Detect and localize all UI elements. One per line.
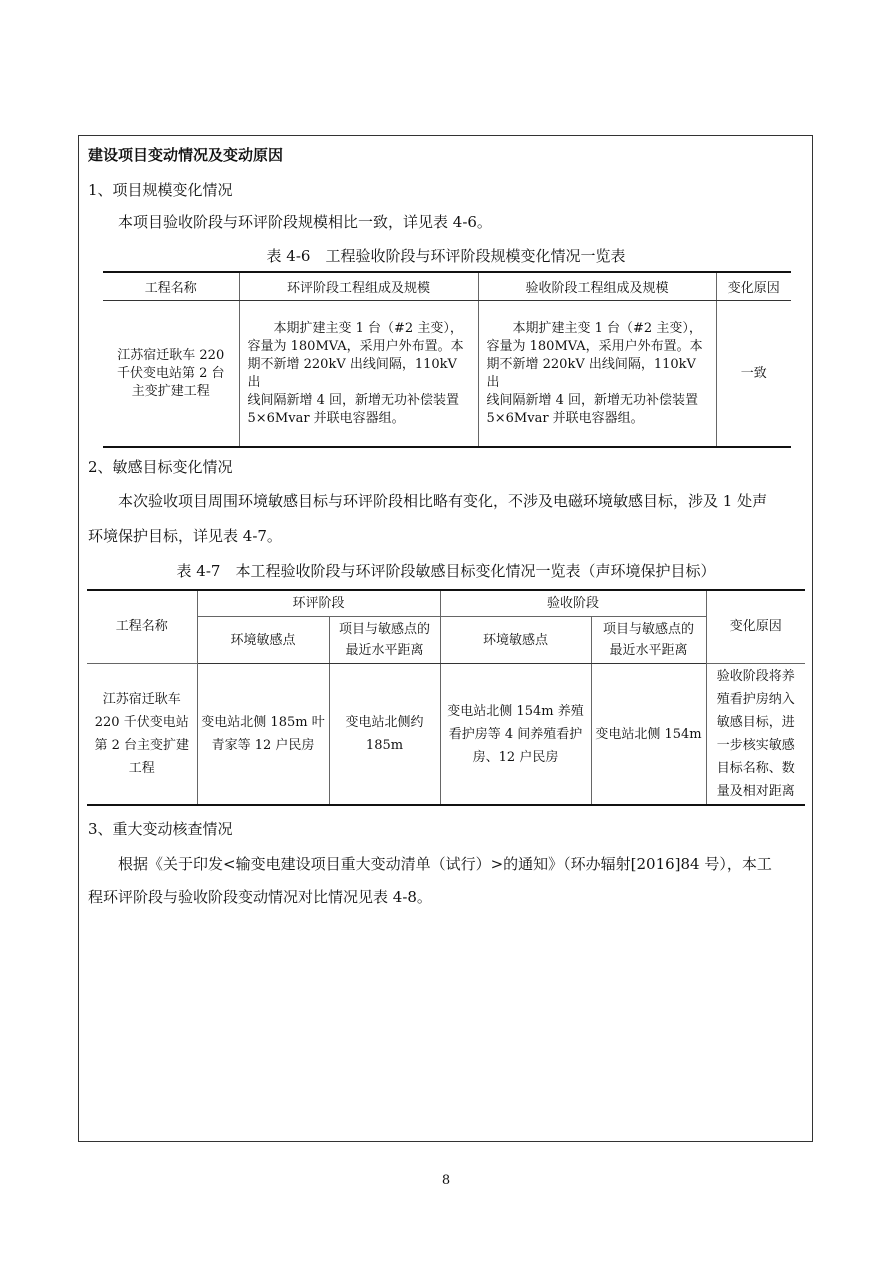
cell-line: 青家等 12 户民房 <box>211 738 315 753</box>
col-header-reason: 变化原因 <box>716 272 791 301</box>
cell-line: 线间隔新增 4 回，新增无功补偿装置 <box>247 392 460 408</box>
cell-line: 最近水平距离 <box>609 643 688 658</box>
cell-line: 容量为 180MVA，采用户外布置。本 <box>486 338 703 354</box>
section-3-heading: 3、重大变动核查情况 <box>88 820 233 838</box>
eia-distance-cell <box>329 664 440 806</box>
col-header-name: 工程名称 <box>87 590 197 664</box>
cell-line: 江苏宿迁耿车 220 <box>117 347 225 363</box>
acceptance-scale-cell <box>478 301 716 448</box>
page-number: 8 <box>441 1173 451 1188</box>
cell-line: 第 2 台主变扩建 <box>94 738 190 753</box>
cell-line: 量及相对距离 <box>716 784 795 799</box>
cell-line: 变电站北侧 185m 叶 <box>201 715 325 730</box>
table-header-row <box>87 590 805 617</box>
cell-line: 期不新增 220kV 出线间隔，110kV 出 <box>486 356 696 390</box>
col-header-reason: 变化原因 <box>706 590 805 664</box>
cell-line: 看护房等 4 间养殖看护 <box>448 726 583 742</box>
cell-line: 本期扩建主变 1 台（#2 主变）， <box>247 320 463 336</box>
col-header-eia-sensitive-point: 环境敏感点 <box>197 617 329 664</box>
section-2-text-line2: 环境保护目标，详见表 4-7。 <box>88 527 282 545</box>
section-2-heading: 2、敏感目标变化情况 <box>88 458 233 476</box>
cell-line: 千伏变电站第 2 台 <box>116 365 225 381</box>
cell-line: 一步核实敏感 <box>716 738 795 753</box>
table-4-6 <box>103 271 791 448</box>
eia-sensitive-point-cell <box>197 664 329 806</box>
project-name-cell <box>103 301 239 448</box>
cell-line: 5×6Mvar 并联电容器组。 <box>247 410 405 426</box>
cell-line: 项目与敏感点的 <box>602 622 694 637</box>
cell-line: 房、12 户民房 <box>472 749 559 765</box>
col-header-acc-distance <box>591 617 706 664</box>
cell-line: 185m <box>365 738 404 753</box>
col-header-eia: 环评阶段工程组成及规模 <box>239 272 478 301</box>
table-4-7-caption: 表 4-7 本工程验收阶段与环评阶段敏感目标变化情况一览表（声环境保护目标） <box>176 562 716 580</box>
cell-line: 容量为 180MVA，采用户外布置。本 <box>247 338 464 354</box>
table-row <box>103 301 791 448</box>
cell-line: 期不新增 220kV 出线间隔，110kV 出 <box>247 356 457 390</box>
cell-line: 5×6Mvar 并联电容器组。 <box>486 410 644 426</box>
cell-line: 主变扩建工程 <box>131 383 210 399</box>
cell-line: 殖看护房纳入 <box>716 692 795 707</box>
col-header-eia-stage: 环评阶段 <box>197 590 440 617</box>
eia-scale-cell <box>239 301 478 448</box>
reason-cell <box>706 664 805 806</box>
cell-line: 220 千伏变电站 <box>94 715 189 730</box>
cell-line: 本期扩建主变 1 台（#2 主变）， <box>486 320 702 336</box>
section-title: 建设项目变动情况及变动原因 <box>88 146 284 164</box>
cell-line: 江苏宿迁耿车 <box>102 692 181 707</box>
project-name-cell <box>87 664 197 806</box>
cell-line: 项目与敏感点的 <box>338 622 430 637</box>
section-3-text-line1: 根据《关于印发<输变电建设项目重大变动清单（试行）>的通知》（环办辐射[2016]84 号），本工 <box>118 855 772 873</box>
cell-line: 工程 <box>128 761 155 776</box>
col-header-acceptance: 验收阶段工程组成及规模 <box>478 272 716 301</box>
cell-line: 变电站北侧 154m 养殖 <box>447 703 584 719</box>
reason-cell: 一致 <box>716 301 791 448</box>
col-header-acceptance-stage: 验收阶段 <box>440 590 706 617</box>
table-row <box>87 664 805 806</box>
col-header-acc-sensitive-point: 环境敏感点 <box>440 617 591 664</box>
table-4-7 <box>87 589 805 806</box>
acc-distance-cell: 变电站北侧 154m <box>591 664 706 806</box>
section-1-text: 本项目验收阶段与环评阶段规模相比一致，详见表 4-6。 <box>118 213 492 231</box>
cell-line: 线间隔新增 4 回，新增无功补偿装置 <box>486 392 699 408</box>
cell-line: 变电站北侧约 <box>345 715 424 730</box>
col-header-name: 工程名称 <box>103 272 239 301</box>
section-3-text-line2: 程环评阶段与验收阶段变动情况对比情况见表 4-8。 <box>88 888 432 906</box>
section-2-text-line1: 本次验收项目周围环境敏感目标与环评阶段相比略有变化，不涉及电磁环境敏感目标，涉及 1 处声 <box>118 492 768 510</box>
cell-line: 验收阶段将养 <box>716 669 795 684</box>
acc-sensitive-point-cell <box>440 664 591 806</box>
col-header-eia-distance <box>329 617 440 664</box>
table-header-row <box>103 272 791 301</box>
cell-line: 目标名称、数 <box>716 761 795 776</box>
cell-line: 最近水平距离 <box>345 643 424 658</box>
cell-line: 敏感目标，进 <box>716 715 795 730</box>
section-1-heading: 1、项目规模变化情况 <box>88 181 233 199</box>
table-4-6-caption: 表 4-6 工程验收阶段与环评阶段规模变化情况一览表 <box>266 247 626 265</box>
